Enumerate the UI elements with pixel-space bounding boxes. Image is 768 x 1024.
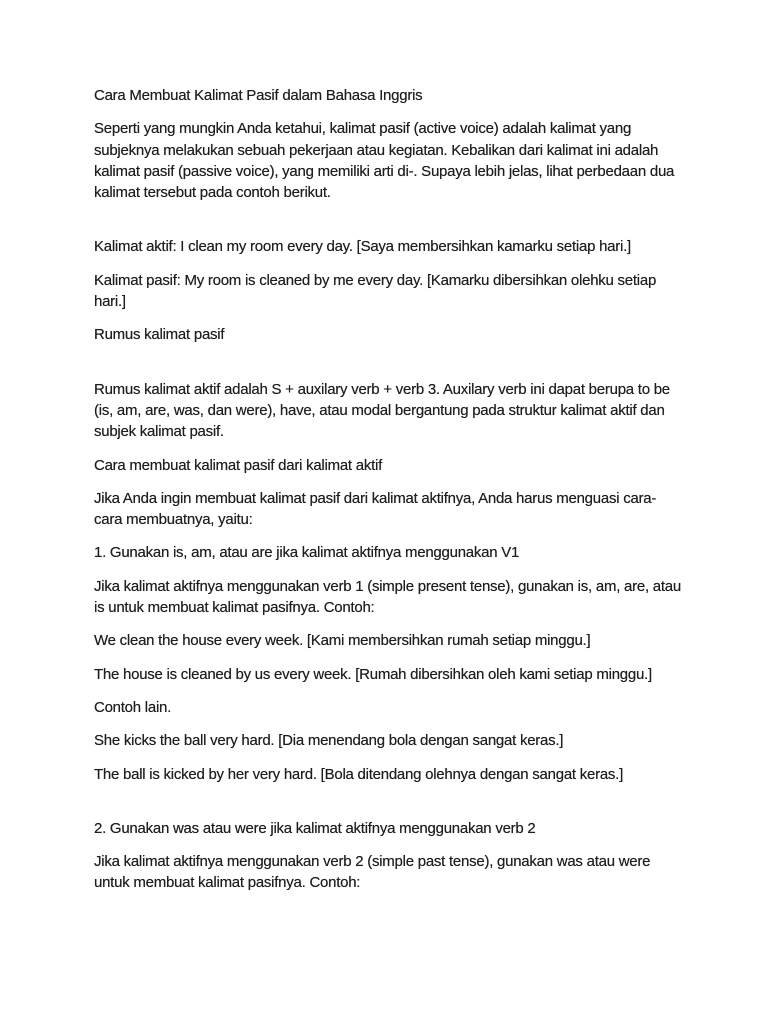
paragraph: 1. Gunakan is, am, atau are jika kalimat aktifnya menggunakan V1 — [94, 544, 520, 562]
paragraph: Jika kalimat aktifnya menggunakan verb 2 (simple past tense), gunakan was atau were untuk membuat kalimat pasifnya. Contoh: — [94, 853, 651, 892]
document-title: Cara Membuat Kalimat Pasif dalam Bahasa Inggris — [94, 87, 423, 104]
paragraph: Rumus kalimat aktif adalah S + auxilary verb + verb 3. Auxilary verb ini dapat berupa to be (is, am, are, was, dan were), have, atau modal bergantung pada struktur kalimat aktif dan subjek kalimat pasif. — [94, 380, 670, 441]
paragraph: Contoh lain. — [94, 698, 172, 716]
paragraph: Seperti yang mungkin Anda ketahui, kalimat pasif (active voice) adalah kalimat yang subjeknya melakukan sebuah pekerjaan atau kegiatan. Kebalikan dari kalimat ini adalah kalimat pasif (passive voice), yang memiliki arti di-. Supaya lebih jelas, lihat perbedaan dua kalimat tersebut pada contoh berikut. — [94, 120, 675, 202]
paragraph: She kicks the ball very hard. [Dia menendang bola dengan sangat keras.] — [94, 732, 564, 750]
paragraph: Kalimat pasif: My room is cleaned by me every day. [Kamarku dibersihkan olehku setiap hari.] — [94, 271, 657, 311]
paragraph: The ball is kicked by her very hard. [Bola ditendang olehnya dengan sangat keras.] — [94, 765, 624, 783]
paragraph: Jika kalimat aktifnya menggunakan verb 1 (simple present tense), gunakan is, am, are, atau is untuk membuat kalimat pasifnya. Contoh: — [94, 577, 681, 617]
paragraph: Kalimat aktif: I clean my room every day. [Saya membersihkan kamarku setiap hari.] — [94, 238, 631, 256]
paragraph: We clean the house every week. [Kami membersihkan rumah setiap minggu.] — [94, 632, 591, 650]
paragraph: Jika Anda ingin membuat kalimat pasif dari kalimat aktifnya, Anda harus menguasi cara-cara membuatnya, yaitu: — [94, 489, 657, 529]
paragraph: Rumus kalimat pasif — [94, 326, 225, 344]
paragraph: The house is cleaned by us every week. [Rumah dibersihkan oleh kami setiap minggu.] — [94, 665, 652, 683]
paragraph: Cara membuat kalimat pasif dari kalimat aktif — [94, 456, 383, 474]
paragraphs — [94, 85, 684, 894]
paragraph: 2. Gunakan was atau were jika kalimat aktifnya menggunakan verb 2 — [94, 819, 536, 837]
